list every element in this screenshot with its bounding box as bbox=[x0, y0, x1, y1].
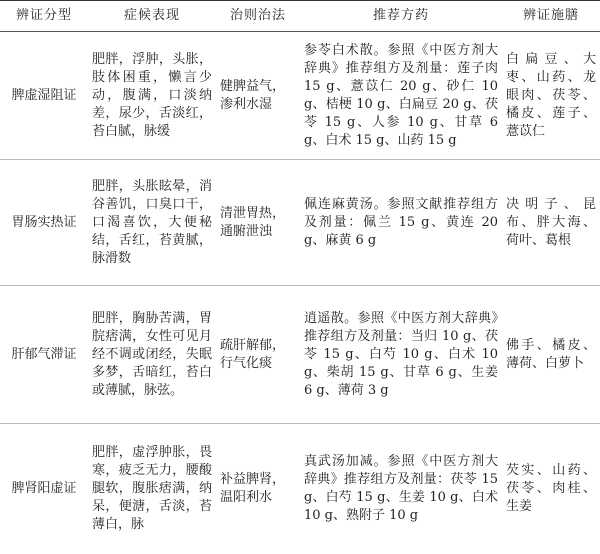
formula-text: 佩连麻黄汤。参照文献推荐组方及剂量：佩兰 15 g、黄连 20 g、麻黄 6 g bbox=[304, 196, 498, 248]
table-row bbox=[0, 160, 600, 286]
table-row bbox=[0, 32, 600, 160]
symptoms-cell bbox=[88, 286, 216, 424]
symptoms-cell bbox=[88, 160, 216, 286]
syndrome-type-cell: 脾肾阳虚证 bbox=[11, 480, 77, 496]
diet-text: 白扁豆、大枣、山药、龙眼肉、茯苓、橘皮、莲子、薏苡仁 bbox=[506, 51, 596, 139]
symptoms-text: 肥胖，浮肿，头胀，肢体困重，懒言少动，腹满，口淡纳差，尿少，舌淡红，苔白腻，脉缓 bbox=[92, 51, 212, 139]
table-row bbox=[0, 286, 600, 424]
header-recommended-formula: 推荐方药 bbox=[300, 1, 502, 32]
treatment-method-cell: 清泄胃热，通腑泄浊 bbox=[216, 160, 300, 286]
diet-cell bbox=[502, 286, 600, 424]
symptoms-cell bbox=[88, 424, 216, 554]
header-syndrome-type: 辨证分型 bbox=[0, 1, 88, 32]
diet-cell bbox=[502, 32, 600, 160]
diet-text: 决明子、昆布、胖大海、荷叶、葛根 bbox=[506, 196, 596, 248]
table-row bbox=[0, 424, 600, 554]
formula-text: 真武汤加减。参照《中医方剂大辞典》推荐组方及剂量：茯苓 15 g、白芍 15 g、生姜 10 g、白术 10 g、熟附子 10 g bbox=[304, 453, 498, 523]
formula-text: 逍遥散。参照《中医方剂大辞典》推荐组方及剂量：当归 10 g、茯苓 15 g、白芍 10 g、白术 10 g、柴胡 15 g、甘草 6 g、生姜 6 g、薄荷 3 g bbox=[304, 310, 498, 398]
syndrome-type-cell: 肝郁气滞证 bbox=[0, 286, 88, 424]
diet-text: 佛手、橘皮、薄荷、白萝卜 bbox=[506, 337, 596, 371]
syndrome-type-cell: 脾虚湿阻证 bbox=[0, 32, 88, 160]
diet-cell bbox=[502, 424, 600, 554]
header-row bbox=[0, 1, 600, 32]
formula-text: 参苓白术散。参照《中医方剂大辞典》推荐组方及剂量：莲子肉 15 g、薏苡仁 20 g、砂仁 10 g、桔梗 10 g、白扁豆 20 g、茯苓 15 g、人参 10 g、甘草 6 g、白术 15 g、山药 15 g bbox=[304, 42, 498, 148]
formula-cell bbox=[300, 32, 502, 160]
header-symptoms: 症候表现 bbox=[88, 1, 216, 32]
syndrome-type-cell: 胃肠实热证 bbox=[0, 160, 88, 286]
header-dietary-therapy: 辨证施膳 bbox=[502, 1, 600, 32]
symptoms-text: 肥胖，胸胁苦满，胃脘痞满，女性可见月经不调或闭经，失眠多梦，舌暗红，苔白或薄腻，脉弦。 bbox=[92, 310, 212, 398]
treatment-method-cell: 疏肝解郁，行气化痰 bbox=[216, 286, 300, 424]
formula-cell bbox=[300, 424, 502, 554]
header-treatment-method: 治则治法 bbox=[216, 1, 300, 32]
diet-cell bbox=[502, 160, 600, 286]
formula-cell bbox=[300, 286, 502, 424]
diet-text: 芡实、山药、茯苓、肉桂、生姜 bbox=[506, 462, 596, 514]
treatment-method-cell: 健脾益气，渗利水湿 bbox=[216, 32, 300, 160]
formula-cell bbox=[300, 160, 502, 286]
treatment-method-cell: 补益脾肾，温阳利水 bbox=[220, 471, 286, 505]
symptoms-text: 肥胖，头胀眩晕，消谷善饥，口臭口干，口渴喜饮，大便秘结，舌红，苔黄腻，脉滑数 bbox=[92, 178, 212, 266]
symptoms-cell bbox=[88, 32, 216, 160]
symptoms-text: 肥胖，虚浮肿胀，畏寒，疲乏无力，腰酸腿软，腹胀痞满，纳呆，便溏，舌淡，苔薄白，脉 bbox=[92, 444, 212, 532]
